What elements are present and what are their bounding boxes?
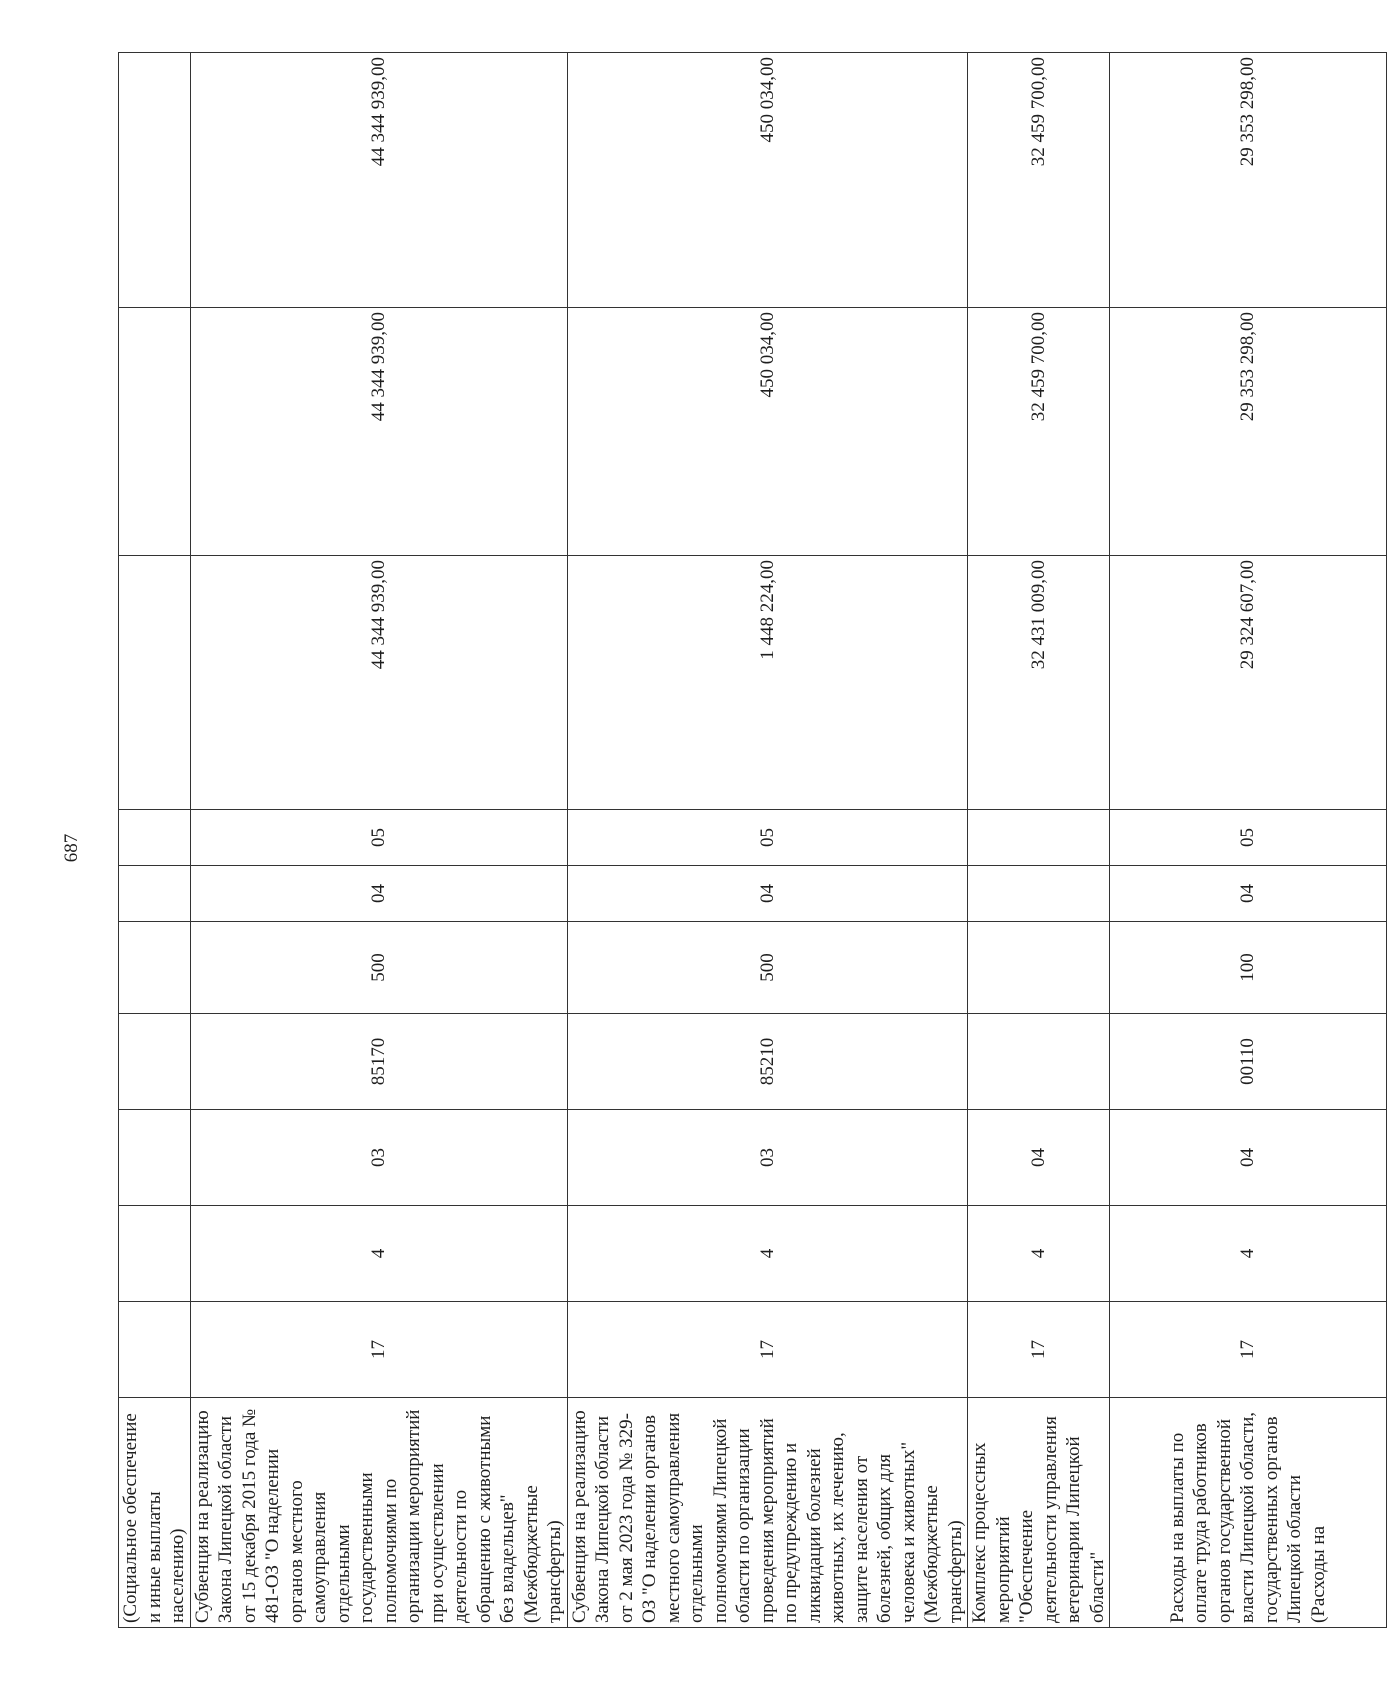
table-row <box>968 53 1110 1628</box>
table-row <box>190 53 567 1628</box>
expense-type-code <box>119 922 191 1014</box>
activity-code: 04 <box>968 1110 1110 1206</box>
row-description: Субвенция на реализацию Закона Липецкой области от 2 мая 2023 года № 329-ОЗ "О наделении органов местного самоуправления отдельными полномочиями Липецкой области по организации проведения мероприятий по предупреждению и ликвидации болезней животных, их лечению, защите населения от болезней, общих для человека и животных" (Межбюджетные трансферты) <box>567 1398 968 1628</box>
amount-year-3: 32 459 700,00 <box>968 53 1110 308</box>
page-number: 687 <box>61 833 82 863</box>
table-row <box>567 53 968 1628</box>
amount-year-1: 44 344 939,00 <box>190 556 567 810</box>
subprogram-code: 4 <box>567 1206 968 1302</box>
section-code: 04 <box>567 866 968 922</box>
amount-year-1: 29 324 607,00 <box>1110 556 1387 810</box>
direction-code <box>119 1014 191 1110</box>
amount-year-3: 29 353 298,00 <box>1110 53 1387 308</box>
section-code <box>119 866 191 922</box>
direction-code: 85210 <box>567 1014 968 1110</box>
subsection-code: 05 <box>1110 810 1387 866</box>
amount-year-2 <box>119 308 191 556</box>
amount-year-2: 32 459 700,00 <box>968 308 1110 556</box>
activity-code <box>119 1110 191 1206</box>
subprogram-code: 4 <box>190 1206 567 1302</box>
row-description: (Социальное обеспечение и иные выплаты населению) <box>119 1398 191 1628</box>
amount-year-1: 1 448 224,00 <box>567 556 968 810</box>
expense-type-code: 500 <box>567 922 968 1014</box>
subsection-code: 05 <box>567 810 968 866</box>
gp-code: 17 <box>190 1302 567 1398</box>
gp-code: 17 <box>968 1302 1110 1398</box>
activity-code: 04 <box>1110 1110 1387 1206</box>
gp-code: 17 <box>1110 1302 1387 1398</box>
subprogram-code: 4 <box>1110 1206 1387 1302</box>
amount-year-3: 450 034,00 <box>567 53 968 308</box>
rotated-table-container <box>118 53 1329 1628</box>
subprogram-code <box>119 1206 191 1302</box>
subprogram-code: 4 <box>968 1206 1110 1302</box>
row-description: Расходы на выплаты по оплате труда работников органов государственной власти Липецкой области, государственных органов Липецкой области (Расходы на <box>1110 1398 1387 1628</box>
row-description: Комплекс процессных мероприятий "Обеспечение деятельности управления ветеринарии Липецкой области" <box>968 1398 1110 1628</box>
subsection-code <box>119 810 191 866</box>
section-code: 04 <box>190 866 567 922</box>
activity-code: 03 <box>567 1110 968 1206</box>
activity-code: 03 <box>190 1110 567 1206</box>
amount-year-3: 44 344 939,00 <box>190 53 567 308</box>
expense-type-code <box>968 922 1110 1014</box>
row-description: Субвенция на реализацию Закона Липецкой области от 15 декабря 2015 года № 481-ОЗ "О наделении органов местного самоуправления отдельными государственными полномочиями по организации мероприятий при осуществлении деятельности по обращению с животными без владельцев" (Межбюджетные трансферты) <box>190 1398 567 1628</box>
amount-year-3 <box>119 53 191 308</box>
section-code: 04 <box>1110 866 1387 922</box>
gp-code: 17 <box>567 1302 968 1398</box>
gp-code <box>119 1302 191 1398</box>
budget-table <box>118 52 1387 1628</box>
expense-type-code: 500 <box>190 922 567 1014</box>
amount-year-1 <box>119 556 191 810</box>
direction-code <box>968 1014 1110 1110</box>
table-row <box>119 53 191 1628</box>
subsection-code <box>968 810 1110 866</box>
section-code <box>968 866 1110 922</box>
direction-code: 00110 <box>1110 1014 1387 1110</box>
expense-type-code: 100 <box>1110 922 1387 1014</box>
direction-code: 85170 <box>190 1014 567 1110</box>
amount-year-2: 450 034,00 <box>567 308 968 556</box>
subsection-code: 05 <box>190 810 567 866</box>
table-row <box>1110 53 1387 1628</box>
table-frame <box>118 53 1329 1628</box>
amount-year-1: 32 431 009,00 <box>968 556 1110 810</box>
amount-year-2: 44 344 939,00 <box>190 308 567 556</box>
amount-year-2: 29 353 298,00 <box>1110 308 1387 556</box>
